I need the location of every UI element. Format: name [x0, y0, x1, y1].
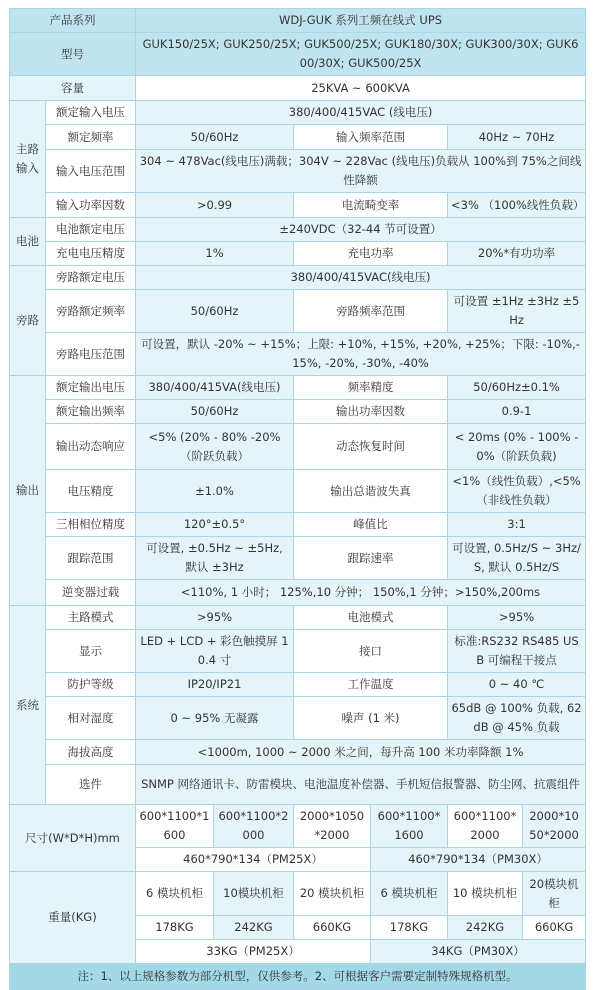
row-label: 防护等级 — [46, 673, 136, 697]
row-value-2: 65dB @ 100% 负载, 62dB @ 45% 负载 — [448, 697, 586, 740]
cabinet-dimension: 600*1100*1600 — [136, 805, 214, 848]
row-value-2: 0.9-1 — [448, 400, 586, 424]
row-label-2: 动态恢复时间 — [294, 424, 448, 470]
row-label-2: 充电功率 — [294, 242, 448, 266]
cabinet-type: 20 模块机柜 — [294, 872, 371, 916]
cabinet-weight: 660KG — [294, 916, 371, 940]
row-label: 显示 — [46, 630, 136, 673]
row-value: LED + LCD + 彩色触摸屏 10.4 寸 — [136, 630, 294, 673]
row-label-2: 输出功率因数 — [294, 400, 448, 424]
row-value-2: 0 ~ 40 ℃ — [448, 673, 586, 697]
cabinet-dimension: 600*1100*1600 — [371, 805, 448, 848]
row-value: 可设置，默认 -20% ~ +15%；上限: +10%, +15%, +20%, +25%；下限: -10%,-15%, -20%, -30%, -40% — [136, 333, 586, 376]
table-row — [10, 218, 586, 242]
capacity-value: 25KVA ~ 600KVA — [136, 76, 586, 101]
row-value: ±240VDC（32-44 节可设置） — [136, 218, 586, 242]
table-row — [10, 150, 586, 193]
row-value: <110%, 1 小时； 125%,10 分钟； 150%,1 分钟；>150%,200ms — [136, 580, 586, 606]
table-row — [10, 805, 586, 848]
row-label: 三相相位精度 — [46, 513, 136, 537]
footnote-row — [10, 964, 586, 990]
row-label-2: 噪声 (1 米) — [294, 697, 448, 740]
table-row — [10, 400, 586, 424]
row-value: <5% (20% - 80% -20%（阶跃负载） — [136, 424, 294, 470]
cabinet-weight: 178KG — [136, 916, 214, 940]
cabinet-type: 6 模块机柜 — [371, 872, 448, 916]
row-value-2: 3:1 — [448, 513, 586, 537]
row-label-2: 输出总谐波失真 — [294, 470, 448, 513]
row-label-2: 电流畸变率 — [294, 193, 448, 218]
row-value: 50/60Hz — [136, 400, 294, 424]
cabinet-type: 10模块机柜 — [214, 872, 294, 916]
row-label-2: 电池模式 — [294, 606, 448, 630]
cabinet-dimension: 2000*1050*2000 — [294, 805, 371, 848]
weight-label: 重量(KG) — [10, 872, 136, 964]
model-value: GUK150/25X; GUK250/25X; GUK500/25X; GUK180/30X; GUK300/30X; GUK600/30X; GUK500/25X — [136, 33, 586, 76]
row-label: 输入电压范围 — [46, 150, 136, 193]
table-row — [10, 580, 586, 606]
capacity-row — [10, 76, 586, 101]
table-row — [10, 673, 586, 697]
table-row — [10, 266, 586, 290]
row-value-2: < 20ms (0% - 100% -0%（阶跃负载) — [448, 424, 586, 470]
row-value: 120°±0.5° — [136, 513, 294, 537]
row-label: 输入功率因数 — [46, 193, 136, 218]
cabinet-type: 20模块机柜 — [523, 872, 586, 916]
row-label-2: 旁路频率范围 — [294, 290, 448, 333]
row-label-2: 工作温度 — [294, 673, 448, 697]
series-row — [10, 9, 586, 33]
cabinet-weight: 660KG — [523, 916, 586, 940]
row-value: IP20/IP21 — [136, 673, 294, 697]
row-label: 电池额定电压 — [46, 218, 136, 242]
cabinet-type: 10 模块机柜 — [448, 872, 523, 916]
row-value: 可设置, ±0.5Hz ~ ±5Hz, 默认 ±3Hz — [136, 537, 294, 580]
dimensions-label: 尺寸(W*D*H)mm — [10, 805, 136, 872]
group-output: 输出 — [10, 376, 46, 606]
series-label: 产品系列 — [10, 9, 136, 33]
row-label: 主路模式 — [46, 606, 136, 630]
row-value: 380/400/415VAC (线电压) — [136, 101, 586, 125]
module-weight-30x: 34KG（PM30X） — [371, 940, 586, 964]
row-value: 50/60Hz — [136, 290, 294, 333]
row-value: >95% — [136, 606, 294, 630]
row-label: 旁路电压范围 — [46, 333, 136, 376]
cabinet-dimension: 2000*1050*2000 — [523, 805, 586, 848]
row-label: 额定频率 — [46, 125, 136, 150]
row-label: 相对湿度 — [46, 697, 136, 740]
row-label: 旁路额定频率 — [46, 290, 136, 333]
row-value-2: 标准:RS232 RS485 USB 可编程干接点 — [448, 630, 586, 673]
table-row — [10, 333, 586, 376]
module-dimension-25x: 460*790*134（PM25X） — [136, 848, 371, 872]
row-label-2: 输入频率范围 — [294, 125, 448, 150]
table-row — [10, 606, 586, 630]
table-row — [10, 424, 586, 470]
row-label-2: 峰值比 — [294, 513, 448, 537]
module-dimension-30x: 460*790*134（PM30X） — [371, 848, 586, 872]
row-value-2: 50/60Hz±0.1% — [448, 376, 586, 400]
footnote: 注：1、以上规格参数为部分机型，仅供参考。2、可根据客户需要定制特殊规格机型。 — [10, 964, 586, 990]
ups-spec-table — [9, 8, 586, 990]
row-value-2: 可设置 ±1Hz ±3Hz ±5Hz — [448, 290, 586, 333]
model-row — [10, 33, 586, 76]
row-value: <1000m, 1000 ~ 2000 米之间，每升高 100 米功率降额 1% — [136, 740, 586, 765]
row-label: 旁路额定电压 — [46, 266, 136, 290]
table-row — [10, 101, 586, 125]
row-value: 1% — [136, 242, 294, 266]
row-value: 0 ~ 95% 无凝露 — [136, 697, 294, 740]
row-label: 额定输出电压 — [46, 376, 136, 400]
group-main-input: 主路输入 — [10, 101, 46, 218]
cabinet-dimension: 600*1100*2000 — [214, 805, 294, 848]
row-label-2: 接口 — [294, 630, 448, 673]
cabinet-weight: 178KG — [371, 916, 448, 940]
table-row — [10, 376, 586, 400]
table-row — [10, 242, 586, 266]
table-row — [10, 537, 586, 580]
capacity-label: 容量 — [10, 76, 136, 101]
group-system: 系统 — [10, 606, 46, 805]
table-row — [10, 290, 586, 333]
row-label: 额定输入电压 — [46, 101, 136, 125]
cabinet-weight: 242KG — [214, 916, 294, 940]
row-value: 50/60Hz — [136, 125, 294, 150]
row-label: 跟踪范围 — [46, 537, 136, 580]
row-label: 逆变器过载 — [46, 580, 136, 606]
row-value-2: 20%*有功功率 — [448, 242, 586, 266]
row-value-2: <3% （100%线性负载） — [448, 193, 586, 218]
table-row — [10, 513, 586, 537]
row-value: >0.99 — [136, 193, 294, 218]
row-label: 充电电压精度 — [46, 242, 136, 266]
row-value-2: >95% — [448, 606, 586, 630]
row-value-2: 40Hz ~ 70Hz — [448, 125, 586, 150]
cabinet-dimension: 600*1100*2000 — [448, 805, 523, 848]
row-label: 额定输出频率 — [46, 400, 136, 424]
group-bypass: 旁路 — [10, 266, 46, 376]
row-label-2: 跟踪速率 — [294, 537, 448, 580]
table-row — [10, 193, 586, 218]
row-value: 380/400/415VA(线电压) — [136, 376, 294, 400]
row-value: 304 ~ 478Vac(线电压)满载；304V ~ 228Vac (线电压)负载从 100%到 75%之间线性降额 — [136, 150, 586, 193]
row-value: SNMP 网络通讯卡、防雷模块、电池温度补偿器、手机短信报警器、防尘网、抗震组件 — [136, 765, 586, 805]
table-row — [10, 630, 586, 673]
table-row — [10, 470, 586, 513]
table-row — [10, 697, 586, 740]
row-label: 电压精度 — [46, 470, 136, 513]
module-weight-25x: 33KG（PM25X） — [136, 940, 371, 964]
table-row — [10, 872, 586, 916]
row-value-2: <1%（线性负载）,<5% （非线性负载） — [448, 470, 586, 513]
cabinet-weight: 242KG — [448, 916, 523, 940]
table-row — [10, 765, 586, 805]
row-value: ±1.0% — [136, 470, 294, 513]
row-label-2: 频率精度 — [294, 376, 448, 400]
row-label: 海拔高度 — [46, 740, 136, 765]
row-value: 380/400/415VAC(线电压) — [136, 266, 586, 290]
model-label: 型号 — [10, 33, 136, 76]
row-label: 选件 — [46, 765, 136, 805]
group-battery: 电池 — [10, 218, 46, 266]
table-row — [10, 125, 586, 150]
cabinet-type: 6 模块机柜 — [136, 872, 214, 916]
series-value: WDJ-GUK 系列工频在线式 UPS — [136, 9, 586, 33]
row-label: 输出动态响应 — [46, 424, 136, 470]
row-value-2: 可设置, 0.5Hz/S ~ 3Hz/S, 默认 0.5Hz/S — [448, 537, 586, 580]
table-row — [10, 740, 586, 765]
